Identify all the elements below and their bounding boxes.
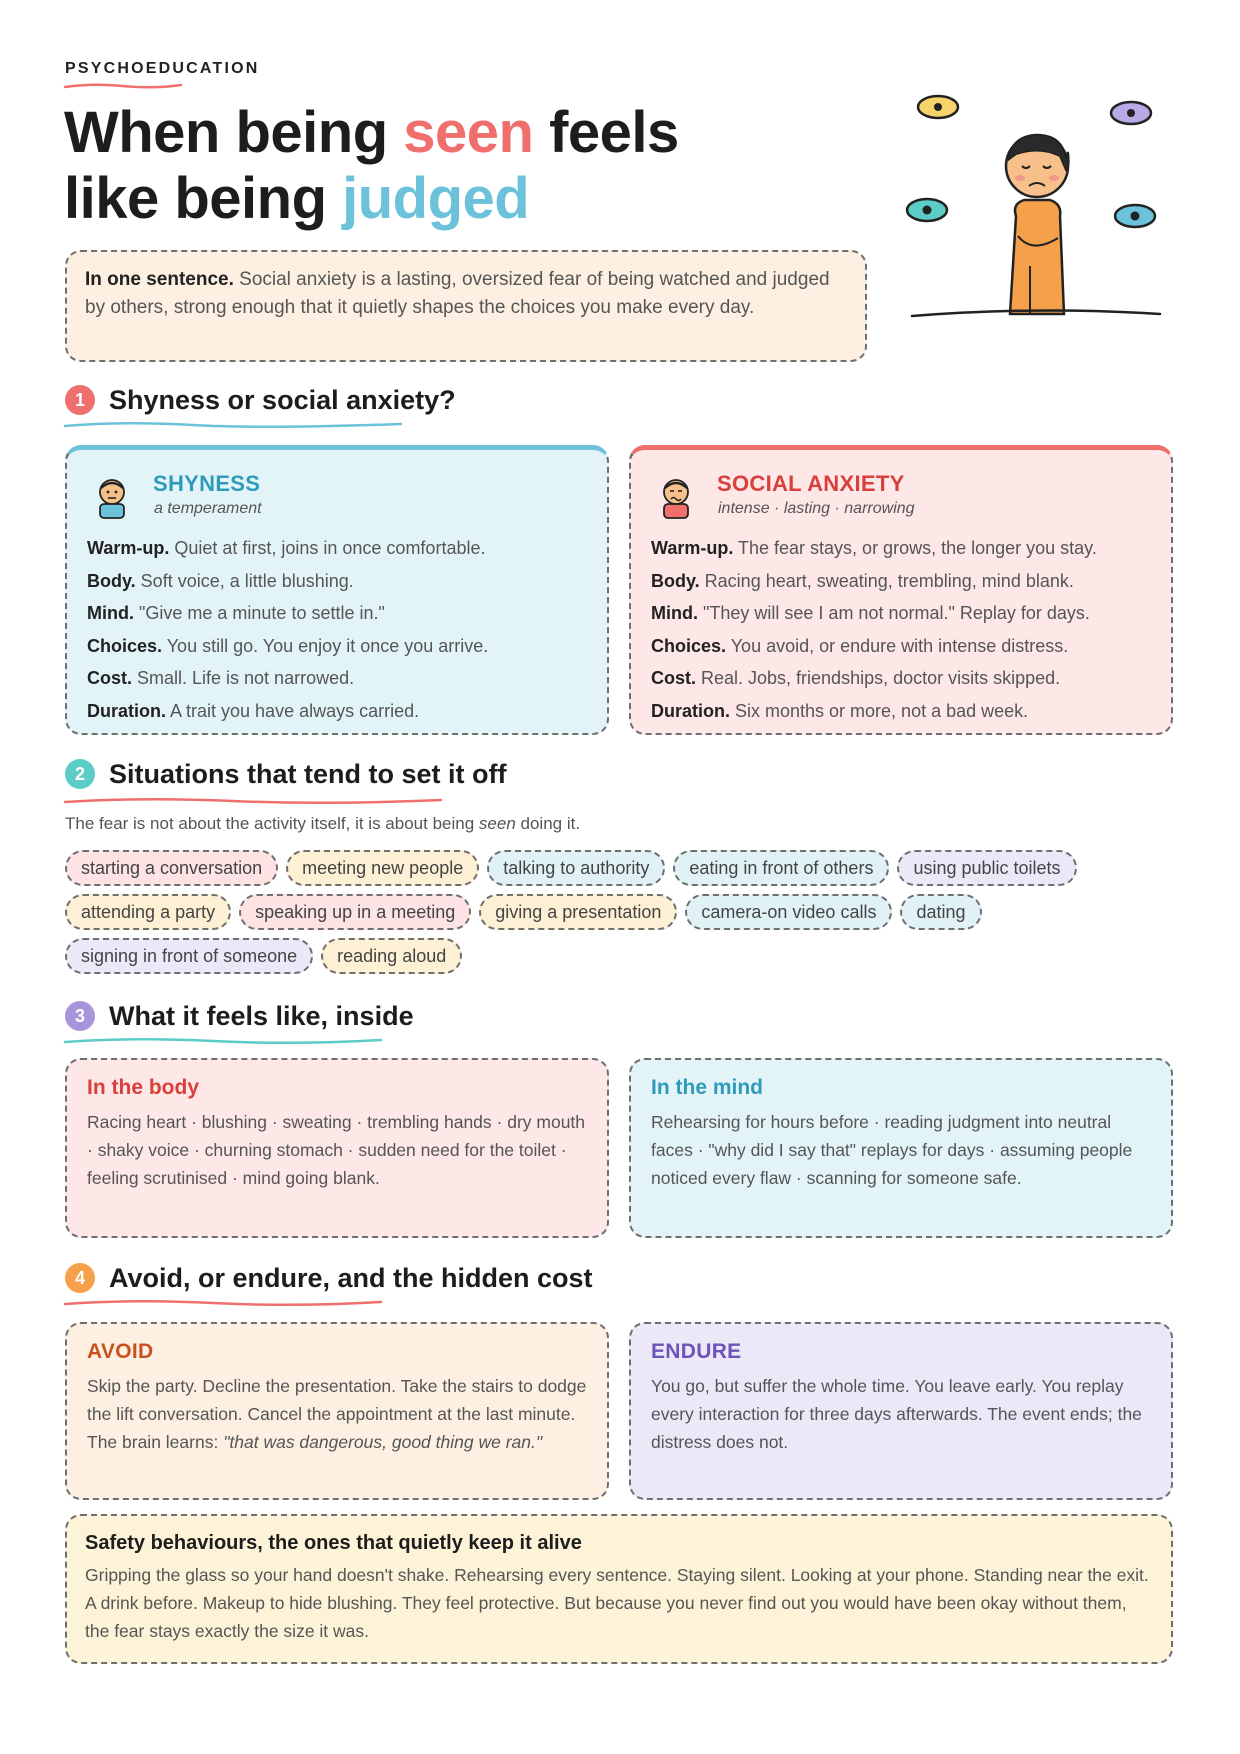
shyness-card — [65, 445, 609, 735]
in-the-mind-card — [629, 1058, 1173, 1238]
endure-title: ENDURE — [651, 1340, 742, 1363]
title-part-1: When being — [64, 100, 404, 165]
social-anxiety-row-duration — [651, 695, 1157, 728]
row-text: A trait you have always carried. — [166, 700, 420, 721]
situation-chip: using public toilets — [897, 850, 1076, 886]
section-4-underline — [63, 1298, 383, 1308]
section-1-underline — [63, 420, 403, 430]
row-text: "Give me a minute to settle in." — [134, 603, 385, 624]
row-text: You still go. You enjoy it once you arrive. — [162, 635, 489, 656]
eye-icon-purple — [1111, 102, 1151, 124]
section-1-header — [65, 378, 456, 422]
situation-chip: eating in front of others — [673, 850, 889, 886]
row-text: Real. Jobs, friendships, doctor visits skipped. — [696, 668, 1061, 689]
social-anxiety-rows — [651, 532, 1157, 728]
social-anxiety-row-mind — [651, 597, 1157, 630]
chip-row — [65, 850, 1175, 886]
situation-chip: signing in front of someone — [65, 938, 313, 974]
chip-row — [65, 938, 1175, 974]
page-title — [64, 100, 679, 232]
section-4-number: 4 — [65, 1263, 95, 1293]
row-label: Choices. — [87, 635, 163, 656]
eyebrow-label: PSYCHOEDUCATION — [65, 60, 260, 77]
shyness-row-body — [87, 565, 593, 598]
section-4-header — [65, 1256, 593, 1300]
section-2-title: Situations that tend to set it off — [109, 758, 507, 789]
situation-chips — [65, 850, 1175, 982]
section-3-header — [65, 994, 414, 1038]
social-anxiety-row-cost — [651, 662, 1157, 695]
row-label: Warm-up. — [651, 538, 734, 558]
title-part-2: feels — [533, 100, 679, 165]
title-part-3: like being — [64, 166, 343, 231]
row-text: Six months or more, not a bad week. — [730, 700, 1029, 721]
row-text: Small. Life is not narrowed. — [132, 668, 355, 689]
section-3-number: 3 — [65, 1001, 95, 1031]
shyness-row-cost — [87, 662, 593, 695]
situations-intro-emphasis: seen — [478, 814, 516, 833]
avoid-text: Skip the party. Decline the presentation. Take the stairs to dodge the lift conversation. Cancel the appointment at the last minute. The brain learns: — [87, 1376, 587, 1452]
summary-lead: In one sentence. — [85, 269, 234, 290]
calm-face-icon — [95, 476, 129, 520]
section-1-number: 1 — [65, 385, 95, 415]
row-label: Cost. — [87, 668, 132, 689]
summary-box — [65, 250, 867, 362]
in-the-mind-text: Rehearsing for hours before · reading judgment into neutral faces · "why did I say that" replays for days · assuming people noticed every flaw · scanning for someone safe. — [651, 1112, 1133, 1188]
social-anxiety-card — [629, 445, 1173, 735]
row-label: Body. — [87, 570, 136, 591]
row-label: Choices. — [651, 635, 727, 656]
shyness-row-choices — [87, 630, 593, 663]
situation-chip: starting a conversation — [65, 850, 278, 886]
row-text: The fear stays, or grows, the longer you stay. — [733, 538, 1097, 558]
eyebrow-underline — [63, 82, 183, 90]
anxious-face-icon — [659, 476, 693, 520]
avoid-quote: "that was dangerous, good thing we ran." — [223, 1432, 543, 1452]
row-label: Mind. — [651, 603, 698, 624]
social-anxiety-subtitle: intense · lasting · narrowing — [718, 500, 915, 517]
situation-chip: attending a party — [65, 894, 231, 930]
person-figure — [1006, 135, 1069, 314]
social-anxiety-title: SOCIAL ANXIETY — [717, 471, 905, 496]
in-the-body-card — [65, 1058, 609, 1238]
section-3-title: What it feels like, inside — [109, 1000, 414, 1031]
chip-row — [65, 894, 1175, 930]
row-text: Racing heart, sweating, trembling, mind blank. — [699, 570, 1074, 591]
row-label: Cost. — [651, 668, 696, 689]
avoid-text-block — [87, 1372, 587, 1456]
row-label: Duration. — [87, 700, 166, 721]
row-text: Quiet at first, joins in once comfortable. — [169, 538, 486, 558]
eye-icon-yellow — [918, 96, 958, 118]
title-highlight-judged: judged — [342, 166, 530, 231]
in-the-body-title: In the body — [87, 1076, 199, 1099]
title-highlight-seen: seen — [403, 100, 534, 165]
shyness-rows — [87, 532, 593, 728]
shyness-subtitle: a temperament — [154, 500, 262, 517]
safety-behaviours-text: Gripping the glass so your hand doesn't shake. Rehearsing every sentence. Staying silent. Looking at your phone. Standing near the exit. A drink before. Makeup to hide blushing. They feel protective. But because you never find out you would have been okay without them, the fear stays exactly the size it was. — [85, 1565, 1149, 1641]
row-text: You avoid, or endure with intense distress. — [726, 635, 1069, 656]
social-anxiety-row-choices — [651, 630, 1157, 663]
in-the-body-text: Racing heart · blushing · sweating · trembling hands · dry mouth · shaky voice · churning stomach · sudden need for the toilet · feeling scrutinised · mind going blank. — [87, 1112, 586, 1188]
avoid-card — [65, 1322, 609, 1500]
endure-card — [629, 1322, 1173, 1500]
person-watched-by-eyes-illustration — [900, 86, 1180, 326]
section-2-underline — [63, 796, 443, 806]
situations-intro-text: The fear is not about the activity itself, it is about being — [65, 814, 479, 833]
row-label: Mind. — [87, 603, 134, 624]
situation-chip: camera-on video calls — [685, 894, 892, 930]
section-3-underline — [63, 1036, 383, 1046]
row-label: Duration. — [651, 700, 730, 721]
row-text: Soft voice, a little blushing. — [135, 570, 354, 591]
situation-chip: reading aloud — [321, 938, 462, 974]
summary-text: Social anxiety is a lasting, oversized fear of being watched and judged by others, strong enough that it quietly shapes the choices you make every day. — [85, 269, 830, 318]
situation-chip: meeting new people — [286, 850, 479, 886]
avoid-title: AVOID — [87, 1340, 154, 1363]
safety-behaviours-card — [65, 1514, 1173, 1664]
shyness-row-mind — [87, 597, 593, 630]
in-the-mind-title: In the mind — [651, 1076, 763, 1099]
situation-chip: speaking up in a meeting — [239, 894, 471, 930]
section-1-title: Shyness or social anxiety? — [109, 384, 456, 415]
situation-chip: dating — [900, 894, 981, 930]
social-anxiety-row-warmup — [651, 532, 1157, 565]
section-2-header — [65, 752, 506, 796]
situation-chip: talking to authority — [487, 850, 665, 886]
situations-intro — [65, 814, 580, 834]
safety-behaviours-title: Safety behaviours, the ones that quietly keep it alive — [85, 1532, 582, 1554]
endure-text: You go, but suffer the whole time. You leave early. You replay every interaction for three days afterwards. The event ends; the distress does not. — [651, 1376, 1142, 1452]
section-2-number: 2 — [65, 759, 95, 789]
shyness-row-warmup — [87, 532, 593, 565]
shyness-row-duration — [87, 695, 593, 728]
section-4-title: Avoid, or endure, and the hidden cost — [109, 1262, 593, 1293]
shyness-title: SHYNESS — [153, 471, 261, 496]
situation-chip: giving a presentation — [479, 894, 677, 930]
eye-icon-teal-right — [1115, 205, 1155, 227]
eye-icon-teal-left — [907, 199, 947, 221]
situations-intro-end: doing it. — [515, 814, 581, 833]
row-text: "They will see I am not normal." Replay for days. — [698, 603, 1090, 624]
row-label: Warm-up. — [87, 538, 170, 558]
social-anxiety-row-body — [651, 565, 1157, 598]
row-label: Body. — [651, 570, 700, 591]
